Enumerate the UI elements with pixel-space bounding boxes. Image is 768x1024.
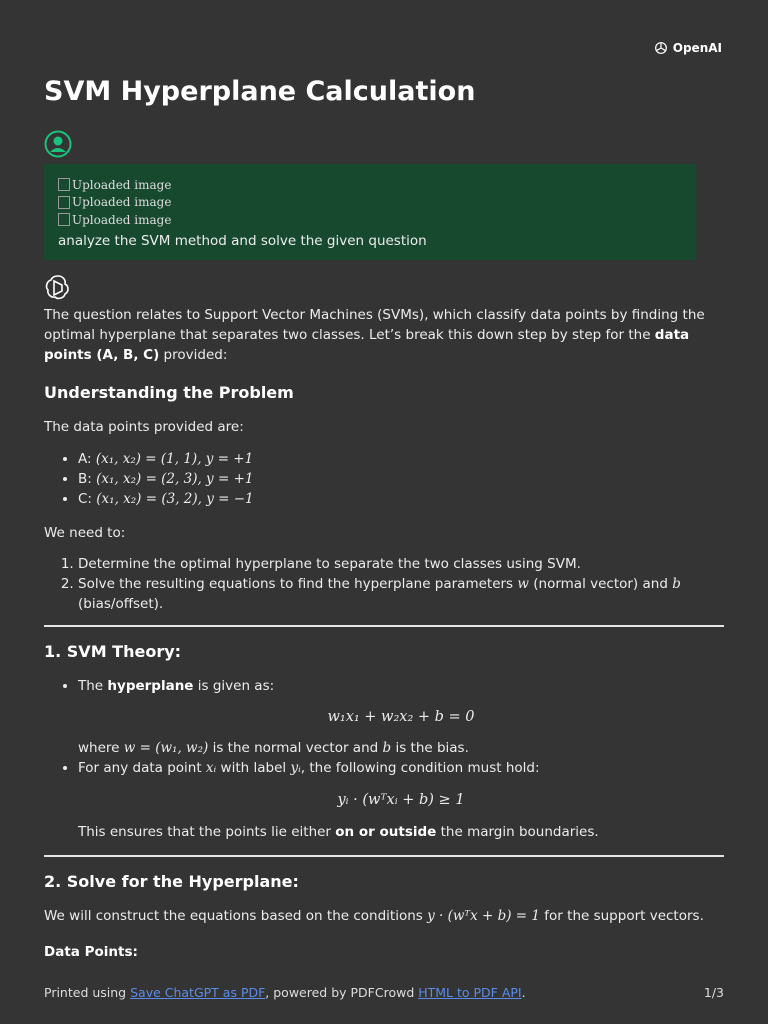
section-heading: 1. SVM Theory:: [44, 642, 182, 661]
theory-list: [44, 676, 724, 842]
divider: [44, 855, 724, 857]
need-to: We need to:: [44, 525, 126, 541]
divider: [44, 625, 724, 627]
user-avatar-icon: [44, 130, 72, 158]
construct-paragraph: We will construct the equations based on the conditions y · (wᵀx + b) = 1 for the support vectors.: [44, 908, 704, 924]
steps-list: [44, 554, 724, 614]
list-item: • B: (x₁, x₂) = (2, 3), y = +1: [78, 469, 724, 489]
page-number: 1/3: [703, 985, 724, 1000]
list-item: • The hyperplane is given as: w₁x₁ + w₂x₂ + b = 0 where w = (w₁, w₂) is the normal vector and b is the bias.: [78, 676, 724, 758]
user-message: [44, 164, 696, 260]
html-to-pdf-link[interactable]: HTML to PDF API: [418, 985, 522, 1000]
user-message-text: analyze the SVM method and solve the given question: [58, 232, 427, 249]
list-item: 1. Determine the optimal hyperplane to separate the two classes using SVM.: [78, 554, 724, 574]
footer: Printed using Save ChatGPT as PDF, powered by PDFCrowd HTML to PDF API. 1/3: [44, 985, 724, 1000]
save-chatgpt-link[interactable]: Save ChatGPT as PDF: [130, 985, 266, 1000]
uploaded-image: Uploaded image: [58, 194, 682, 212]
section-heading: 2. Solve for the Hyperplane:: [44, 872, 299, 891]
list-item: 2. Solve the resulting equations to find the hyperplane parameters w (normal vector) and b (bias/offset).: [78, 574, 724, 614]
ensures-text: This ensures that the points lie either on or outside the margin boundaries.: [78, 824, 599, 840]
page-title: SVM Hyperplane Calculation: [44, 76, 476, 107]
hyperplane-equation: w₁x₁ + w₂x₂ + b = 0: [327, 709, 475, 725]
list-item: • For any data point xᵢ with label yᵢ, the following condition must hold: yᵢ · (wᵀxᵢ + b) ≥ 1 This ensures that the points lie either on or outside the margin boundaries.: [78, 758, 724, 842]
points-intro: The data points provided are:: [44, 419, 244, 435]
condition-equation: yᵢ · (wᵀxᵢ + b) ≥ 1: [337, 792, 465, 808]
assistant-response: [44, 305, 724, 962]
openai-icon: [653, 40, 669, 56]
section-heading: Understanding the Problem: [44, 383, 294, 402]
uploaded-image: Uploaded image: [58, 211, 682, 229]
list-item: • A: (x₁, x₂) = (1, 1), y = +1: [78, 449, 724, 469]
chatgpt-avatar-icon: [44, 273, 72, 301]
uploaded-image: Uploaded image: [58, 176, 682, 194]
openai-logo: [653, 40, 722, 56]
data-points-list: [44, 449, 724, 509]
data-points-label: Data Points:: [44, 944, 138, 960]
logo-text: OpenAI: [672, 41, 722, 55]
where-text: where w = (w₁, w₂) is the normal vector and b is the bias.: [78, 740, 469, 756]
intro-paragraph: The question relates to Support Vector Machines (SVMs), which classify data points by finding the optimal hyperplane that separates two classes. Let’s break this down step by step for the data points (A, B, C) provided:: [44, 307, 705, 363]
list-item: • C: (x₁, x₂) = (3, 2), y = −1: [78, 489, 724, 509]
